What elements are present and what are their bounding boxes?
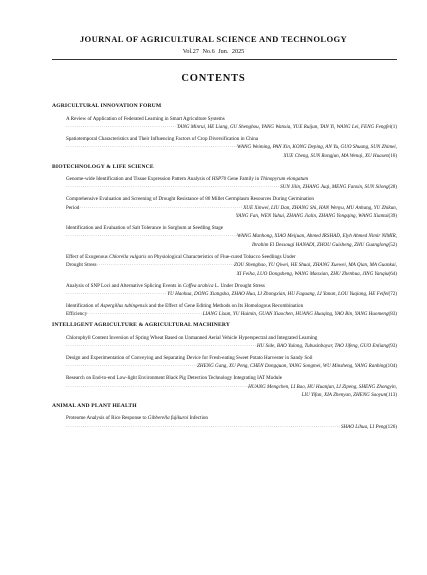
article-title[interactable] <box>66 115 397 123</box>
dot-leader <box>66 383 248 391</box>
article-title[interactable] <box>66 334 397 342</box>
species-name: HSP70 <box>211 176 227 183</box>
dot-leader <box>66 143 237 151</box>
author-line <box>66 212 397 220</box>
article-title-tail: Drought Stress <box>66 262 97 269</box>
page-number[interactable]: (72) <box>388 290 397 297</box>
dot-leader <box>79 204 243 212</box>
toc-entry[interactable] <box>66 354 397 371</box>
article-title-text: Genome-wide Identification and Tissue Expression Pattern Analysis of <box>66 176 212 183</box>
article-title-text: Analysis of SNP Loci and Alternative Splicing Events in <box>66 282 183 289</box>
author-names: SUN Jilin, ZHANG Juqi, MENG Fanxin, SUN Silong <box>280 184 389 191</box>
dot-leader <box>87 310 203 318</box>
author-line <box>66 391 397 399</box>
author-line <box>66 270 397 278</box>
dot-leader <box>66 232 237 240</box>
article-title[interactable] <box>66 195 397 203</box>
dot-leader <box>66 423 341 431</box>
author-names: XUE Xinwei, LIU Dan, ZHANG Shi, HAN Wenyu, MU Anhang, YU Zhikun, <box>243 204 397 211</box>
article-title[interactable] <box>66 175 397 183</box>
article-title-tail: Efficiency <box>66 311 88 318</box>
article-title[interactable] <box>66 302 397 310</box>
article-title[interactable] <box>66 253 397 261</box>
dot-leader <box>66 342 257 350</box>
author-line <box>66 423 397 431</box>
page-number[interactable]: (126) <box>385 423 397 430</box>
article-title-text: Design and Experimentation of Conveying and Separating Device for Fresh-eating Sweet Potato Harvester in Sandy Soil <box>66 354 313 361</box>
species-name: Thinopyrum elongatum <box>260 176 309 183</box>
author-line <box>66 123 397 131</box>
toc-entry[interactable] <box>66 374 397 399</box>
author-names: HUANG Mengchen, LI Bao, HU Huanjun, LI Zipeng, SHENG Zhongyin, <box>248 383 397 390</box>
article-title-text: A Review of Application of Federated Learning in Smart Agriculture Systems <box>66 115 225 122</box>
author-names: TANG Minrui, HE Liang, GU Shenghou, YANG Wanxia, YUE Ruijun, TAN Yi, WANG Lei, FENG Fengfei <box>176 123 392 130</box>
toc-entry[interactable] <box>66 414 397 431</box>
page-number[interactable]: (1) <box>391 123 397 130</box>
article-title[interactable] <box>66 282 397 290</box>
article-title-text: Effect of Exogenous <box>66 253 110 260</box>
article-title-text: Gene Family in <box>226 176 261 183</box>
toc-entry[interactable] <box>66 253 397 278</box>
author-line <box>66 290 397 298</box>
dot-leader <box>66 362 197 370</box>
author-line <box>66 261 397 269</box>
section-heading: AGRICULTURAL INNOVATION FORUM <box>52 103 162 109</box>
page-number[interactable]: (16) <box>388 152 397 159</box>
article-title-text: Spatiotemporal Characteristics and Their Influencing Factors of Crop Diversification in China <box>66 135 259 142</box>
section-heading: INTELLIGENT AGRICULTURE & AGRICULTURAL MACHINERY <box>52 322 231 329</box>
author-names: XI Feiha, LUO Dongsheng, WANG Maoxian, ZHU Zhenhua, JING Yanqiu <box>236 270 389 277</box>
article-title-text: and the Effect of Gene Editing Methods on Its Homologous Recombination <box>147 302 304 309</box>
article-title-text: Research on End-to-end Low-light Environment Black Pig Detection Technology Integrating IAT Module <box>66 375 283 382</box>
toc-entry[interactable] <box>66 135 397 160</box>
author-names: XUE Cheng, SUN Rongjun, MA Wenqi, XU Huasen <box>283 152 389 159</box>
page-number[interactable]: (104) <box>385 363 397 370</box>
article-title-text: Infection <box>188 415 208 422</box>
page-number[interactable]: (52) <box>388 241 397 248</box>
author-names: SHAO Lihua, LI Peng <box>340 423 386 430</box>
toc-entry[interactable] <box>66 115 397 132</box>
section-heading: BIOTECHNOLOGY & LIFE SCIENCE <box>52 163 154 170</box>
author-names: ZOU Shenghao, YU Qiwei, HE Shuai, ZHANG Xuewei, MA Qian, MA Guankai, <box>234 262 397 269</box>
author-line <box>66 143 397 151</box>
toc-entry[interactable] <box>66 334 397 351</box>
article-title[interactable] <box>66 414 397 422</box>
author-line <box>66 383 397 391</box>
article-title-text: Chlorophyll Content Inversion of Spring Wheat Based on Unmanned Aerial Vehicle Hyperspectral and Integrated Learning <box>66 334 318 341</box>
author-names: WANG Weiming, PAN Xin, KONG Deping, AN Yu, GUO Shuang, SUN Zhimei, <box>237 144 397 151</box>
article-title-text: Identification of <box>66 302 101 309</box>
page-number[interactable]: (93) <box>388 343 397 350</box>
author-line <box>66 232 397 240</box>
author-line <box>66 152 397 160</box>
author-line <box>66 362 397 370</box>
species-name: Gibberella fujikuroi <box>147 415 189 422</box>
author-names: LIANG Lixun, YU Huimin, GUAN Xiaochen, HUANG Huaqing, YAO Bin, YANG Huomeng <box>202 311 389 318</box>
author-names: HU Side, BAO Yulong, Tubusinbayar, TAO Jifeng, GUO Enliang <box>256 343 389 350</box>
contents-title: CONTENTS <box>181 73 246 84</box>
author-names: YANG Fan, WEN Yuhui, ZHANG Jialin, ZHANG Yongqing, WANG Xiantai <box>235 213 389 220</box>
page-number[interactable]: (64) <box>388 270 397 277</box>
section-heading: ANIMAL AND PLANT HEALTH <box>52 402 137 409</box>
article-title-text: Comprehensive Evaluation and Screening of Drought Resistance of 86 Millet Germplasm Resources During Germination <box>66 196 314 203</box>
dot-leader <box>66 123 177 131</box>
toc-section <box>52 322 397 399</box>
species-name: Coffea arabica <box>182 282 214 289</box>
author-names: ZHENG Gang, XU Peng, CHEN Dongquan, YANG Songmei, WU Minsheng, YANG Ranbing <box>197 363 386 370</box>
author-names: YU Haohua, DONG Xiangsha, ZHAO Hua, LI Zhongxian, HU Faguang, LI Yanan, LOU Yuqiang, HE Feifei <box>167 290 389 297</box>
author-line <box>66 342 397 350</box>
author-names: LIU Yifan, XIA Zhenyan, ZHENG Saoyun <box>301 392 387 399</box>
author-line <box>66 310 397 318</box>
page-number[interactable]: (39) <box>388 213 397 220</box>
toc-entry[interactable] <box>66 282 397 299</box>
sections-list <box>52 103 397 435</box>
author-line <box>66 204 397 212</box>
author-names: Ibrahim El Dessougi HANADI, ZHOU Guisheng, ZHU Guanglong <box>251 241 389 248</box>
author-line <box>66 183 397 191</box>
toc-entry[interactable] <box>66 224 397 249</box>
toc-section <box>52 164 397 319</box>
article-title[interactable] <box>66 224 397 232</box>
toc-entry[interactable] <box>66 175 397 192</box>
article-title[interactable] <box>66 135 397 143</box>
article-title[interactable] <box>66 354 397 362</box>
header-rule <box>52 59 397 60</box>
dot-leader <box>96 261 234 269</box>
article-title-text: Identification and Evaluation of Salt Tolerance in Sorghum at Seedling Stage <box>66 225 224 232</box>
journal-title: JOURNAL OF AGRICULTURAL SCIENCE AND TECHNOLOGY <box>79 34 348 44</box>
toc-section <box>52 103 397 160</box>
species-name: Aspergillus tubingensis <box>100 302 148 309</box>
toc-entry[interactable] <box>66 195 397 220</box>
page-number[interactable]: (28) <box>388 184 397 191</box>
article-title[interactable] <box>66 374 397 382</box>
article-title-text: L. Under Drought Stress <box>213 282 265 289</box>
dot-leader <box>66 183 280 191</box>
toc-section <box>52 403 397 431</box>
toc-entry[interactable] <box>66 302 397 319</box>
author-names: WANG Manhong, XIAO Meijuan, Ahmed IRSHAD, Elyh Ahmed Nimir NIMIR, <box>236 233 397 240</box>
page-number[interactable]: (83) <box>388 311 397 318</box>
dot-leader <box>66 290 167 298</box>
issue-info: Vol.27 No.6 Jun. 2025 <box>182 48 245 55</box>
article-title-text: Proteome Analysis of Rice Response to <box>66 415 148 422</box>
article-title-text: on Physiological Characteristics of Flue-cured Tobacco Seedlings Under <box>146 253 296 260</box>
page-number[interactable]: (113) <box>386 392 397 399</box>
species-name: Chlorella vulgaris <box>109 253 147 260</box>
author-line <box>66 241 397 249</box>
article-title-tail: Period <box>66 204 80 211</box>
